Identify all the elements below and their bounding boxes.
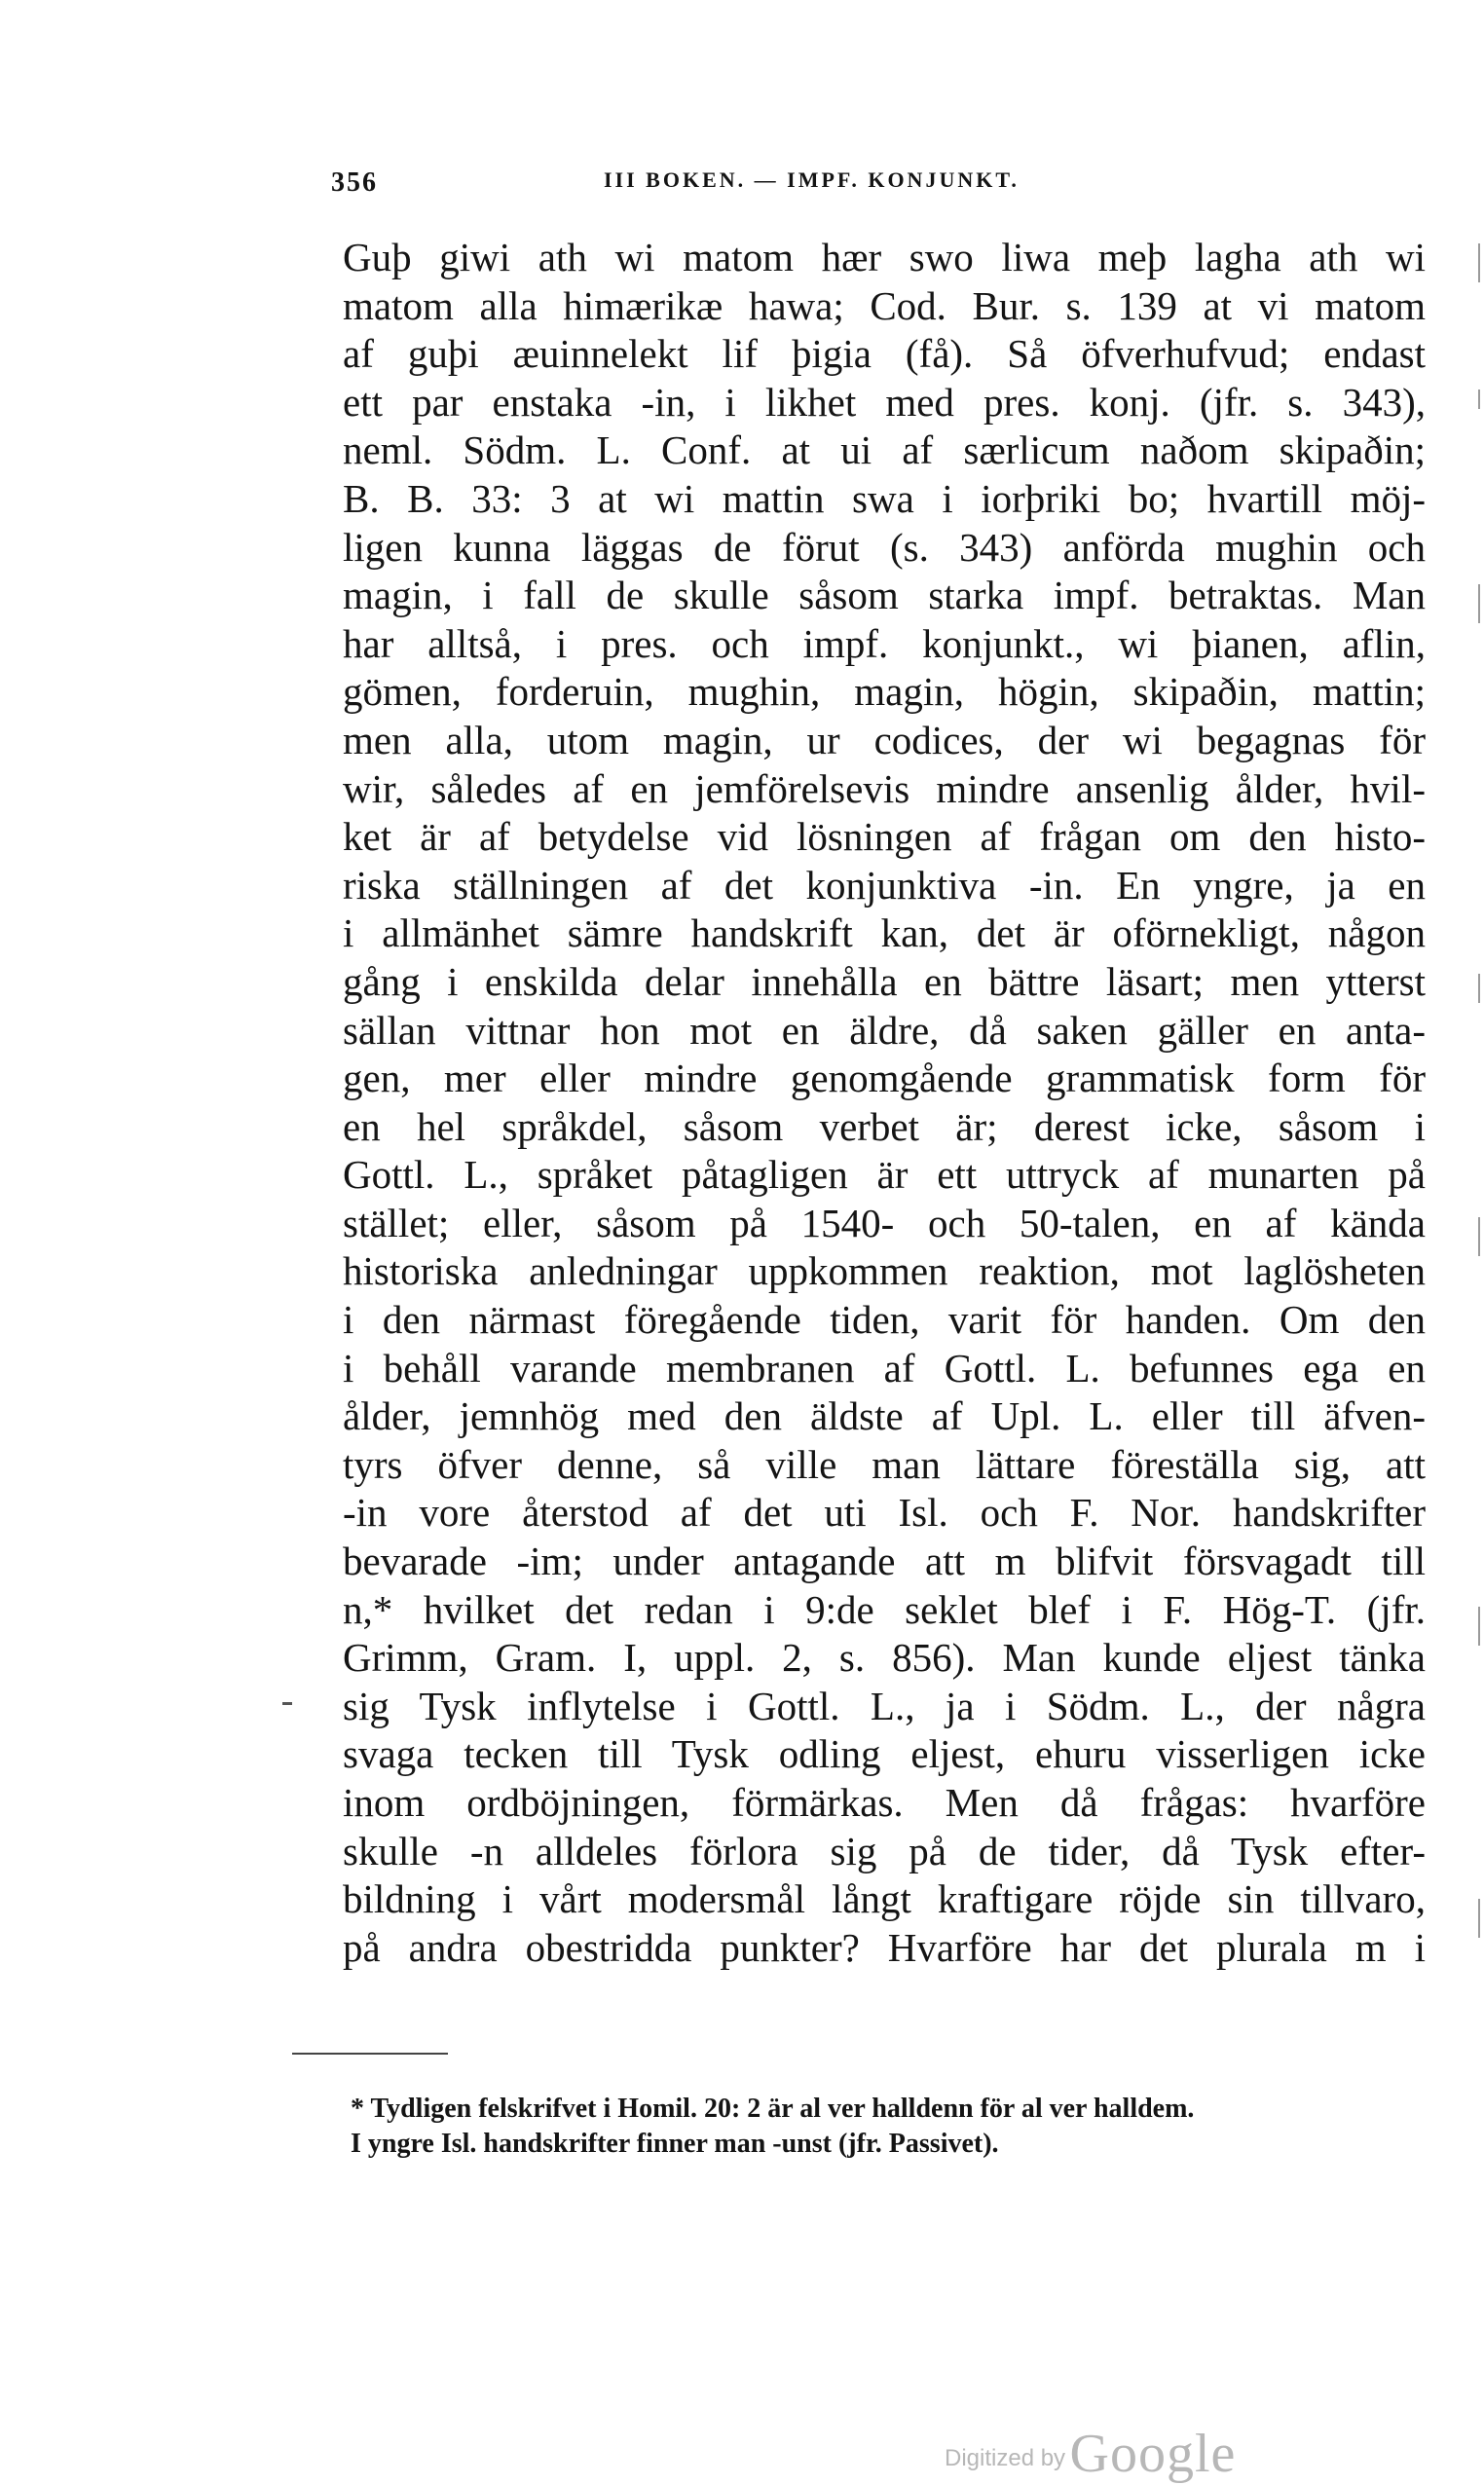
- text-line: har alltså, i pres. och impf. konjunkt., wi þianen, aflin,: [343, 620, 1426, 666]
- text-line: Grimm, Gram. I, uppl. 2, s. 856). Man kunde eljest tänka: [343, 1635, 1426, 1681]
- footnote-line: I yngre Isl. handskrifter finner man -unst (jfr. Passivet).: [351, 2129, 999, 2159]
- text-line: Guþ giwi ath wi matom hær swo liwa meþ lagha ath wi: [343, 235, 1426, 279]
- text-line: ket är af betydelse vid lösningen af frågan om den histo-: [343, 814, 1426, 860]
- text-line: -in vore återstod af det uti Isl. och F. Nor. handskrifter: [343, 1490, 1426, 1536]
- watermark-brand: Google: [1069, 2424, 1237, 2484]
- text-line: i allmänhet sämre handskrift kan, det är oförnekligt, någon: [343, 910, 1426, 956]
- text-line: inom ordböjningen, förmärkas. Men då frågas: hvarföre: [343, 1780, 1426, 1825]
- text-line: sällan vittnar hon mot en äldre, då saken gäller en anta-: [343, 1007, 1426, 1053]
- digitized-watermark: [945, 2423, 1236, 2485]
- text-line: n,* hvilket det redan i 9:de seklet blef i F. Hög-T. (jfr.: [343, 1586, 1426, 1632]
- footnote-rule: [292, 2053, 448, 2055]
- scan-margin-mark: [1478, 974, 1480, 1003]
- text-line: gång i enskilda delar innehålla en bättre läsart; men ytterst: [343, 958, 1426, 1004]
- text-line: i behåll varande membranen af Gottl. L. befunnes ega en: [343, 1345, 1426, 1391]
- scan-margin-mark: [1478, 1217, 1480, 1256]
- text-line: historiska anledningar uppkommen reaktion, mot laglösheten: [343, 1248, 1426, 1294]
- text-line: magin, i fall de skulle såsom starka impf. betraktas. Man: [343, 573, 1426, 618]
- scan-margin-mark: [1478, 389, 1480, 409]
- text-line: stället; eller, såsom på 1540- och 50-talen, en af kända: [343, 1200, 1426, 1245]
- footnote-line: * Tydligen felskrifvet i Homil. 20: 2 är al ver halldenn för al ver halldem.: [351, 2094, 1195, 2124]
- text-line: bildning i vårt modersmål långt kraftigare röjde sin tillvaro,: [343, 1876, 1426, 1922]
- margin-dash: [282, 1702, 292, 1705]
- page-header: [331, 167, 1091, 206]
- scan-margin-mark: [1478, 243, 1480, 282]
- text-line: på andra obestridda punkter? Hvarföre har det plurala m i: [343, 1924, 1426, 1970]
- text-line: en hel språkdel, såsom verbet är; derest icke, såsom i: [343, 1103, 1426, 1149]
- text-line: neml. Södm. L. Conf. at ui af særlicum naðom skipaðin;: [343, 427, 1426, 473]
- footnotes: [351, 2092, 1422, 2162]
- text-line: bevarade -im; under antagande att m blifvit försvagadt till: [343, 1539, 1426, 1584]
- text-line: ett par enstaka -in, i likhet med pres. konj. (jfr. s. 343),: [343, 379, 1426, 425]
- text-line: skulle -n alldeles förlora sig på de tider, då Tysk efter-: [343, 1828, 1426, 1873]
- text-line: gömen, forderuin, mughin, magin, högin, skipaðin, mattin;: [343, 669, 1426, 715]
- text-line: sig Tysk inflytelse i Gottl. L., ja i Södm. L., der några: [343, 1683, 1426, 1728]
- page-number: 356: [331, 167, 378, 198]
- scan-margin-mark: [1478, 1607, 1480, 1646]
- watermark-prefix: Digitized by: [945, 2445, 1066, 2471]
- text-line: ligen kunna läggas de förut (s. 343) anförda mughin och: [343, 524, 1426, 570]
- scan-margin-mark: [1478, 1899, 1480, 1938]
- text-line: wir, således af en jemförelsevis mindre ansenlig ålder, hvil-: [343, 765, 1426, 811]
- text-line: gen, mer eller mindre genomgående grammatisk form för: [343, 1056, 1426, 1101]
- text-line: Gottl. L., språket påtagligen är ett uttryck af munarten på: [343, 1152, 1426, 1198]
- scan-margin-mark: [1478, 584, 1480, 623]
- text-line: men alla, utom magin, ur codices, der wi begagnas för: [343, 717, 1426, 762]
- text-line: B. B. 33: 3 at wi mattin swa i iorþriki bo; hvartill möj-: [343, 475, 1426, 521]
- text-line: riska ställningen af det konjunktiva -in. En yngre, ja en: [343, 862, 1426, 908]
- text-line: tyrs öfver denne, så ville man lättare föreställa sig, att: [343, 1441, 1426, 1487]
- running-head: III BOKEN. — IMPF. KONJUNKT.: [604, 167, 1020, 192]
- text-line: ålder, jemnhög med den äldste af Upl. L. eller till äfven-: [343, 1393, 1426, 1439]
- text-line: af guþi æuinnelekt lif þigia (få). Så öfverhufvud; endast: [343, 331, 1426, 377]
- body-text: [343, 234, 1426, 1972]
- text-line: svaga tecken till Tysk odling eljest, ehuru visserligen icke: [343, 1731, 1426, 1777]
- text-line: matom alla himærikæ hawa; Cod. Bur. s. 139 at vi matom: [343, 282, 1426, 328]
- text-line: i den närmast föregående tiden, varit för handen. Om den: [343, 1297, 1426, 1343]
